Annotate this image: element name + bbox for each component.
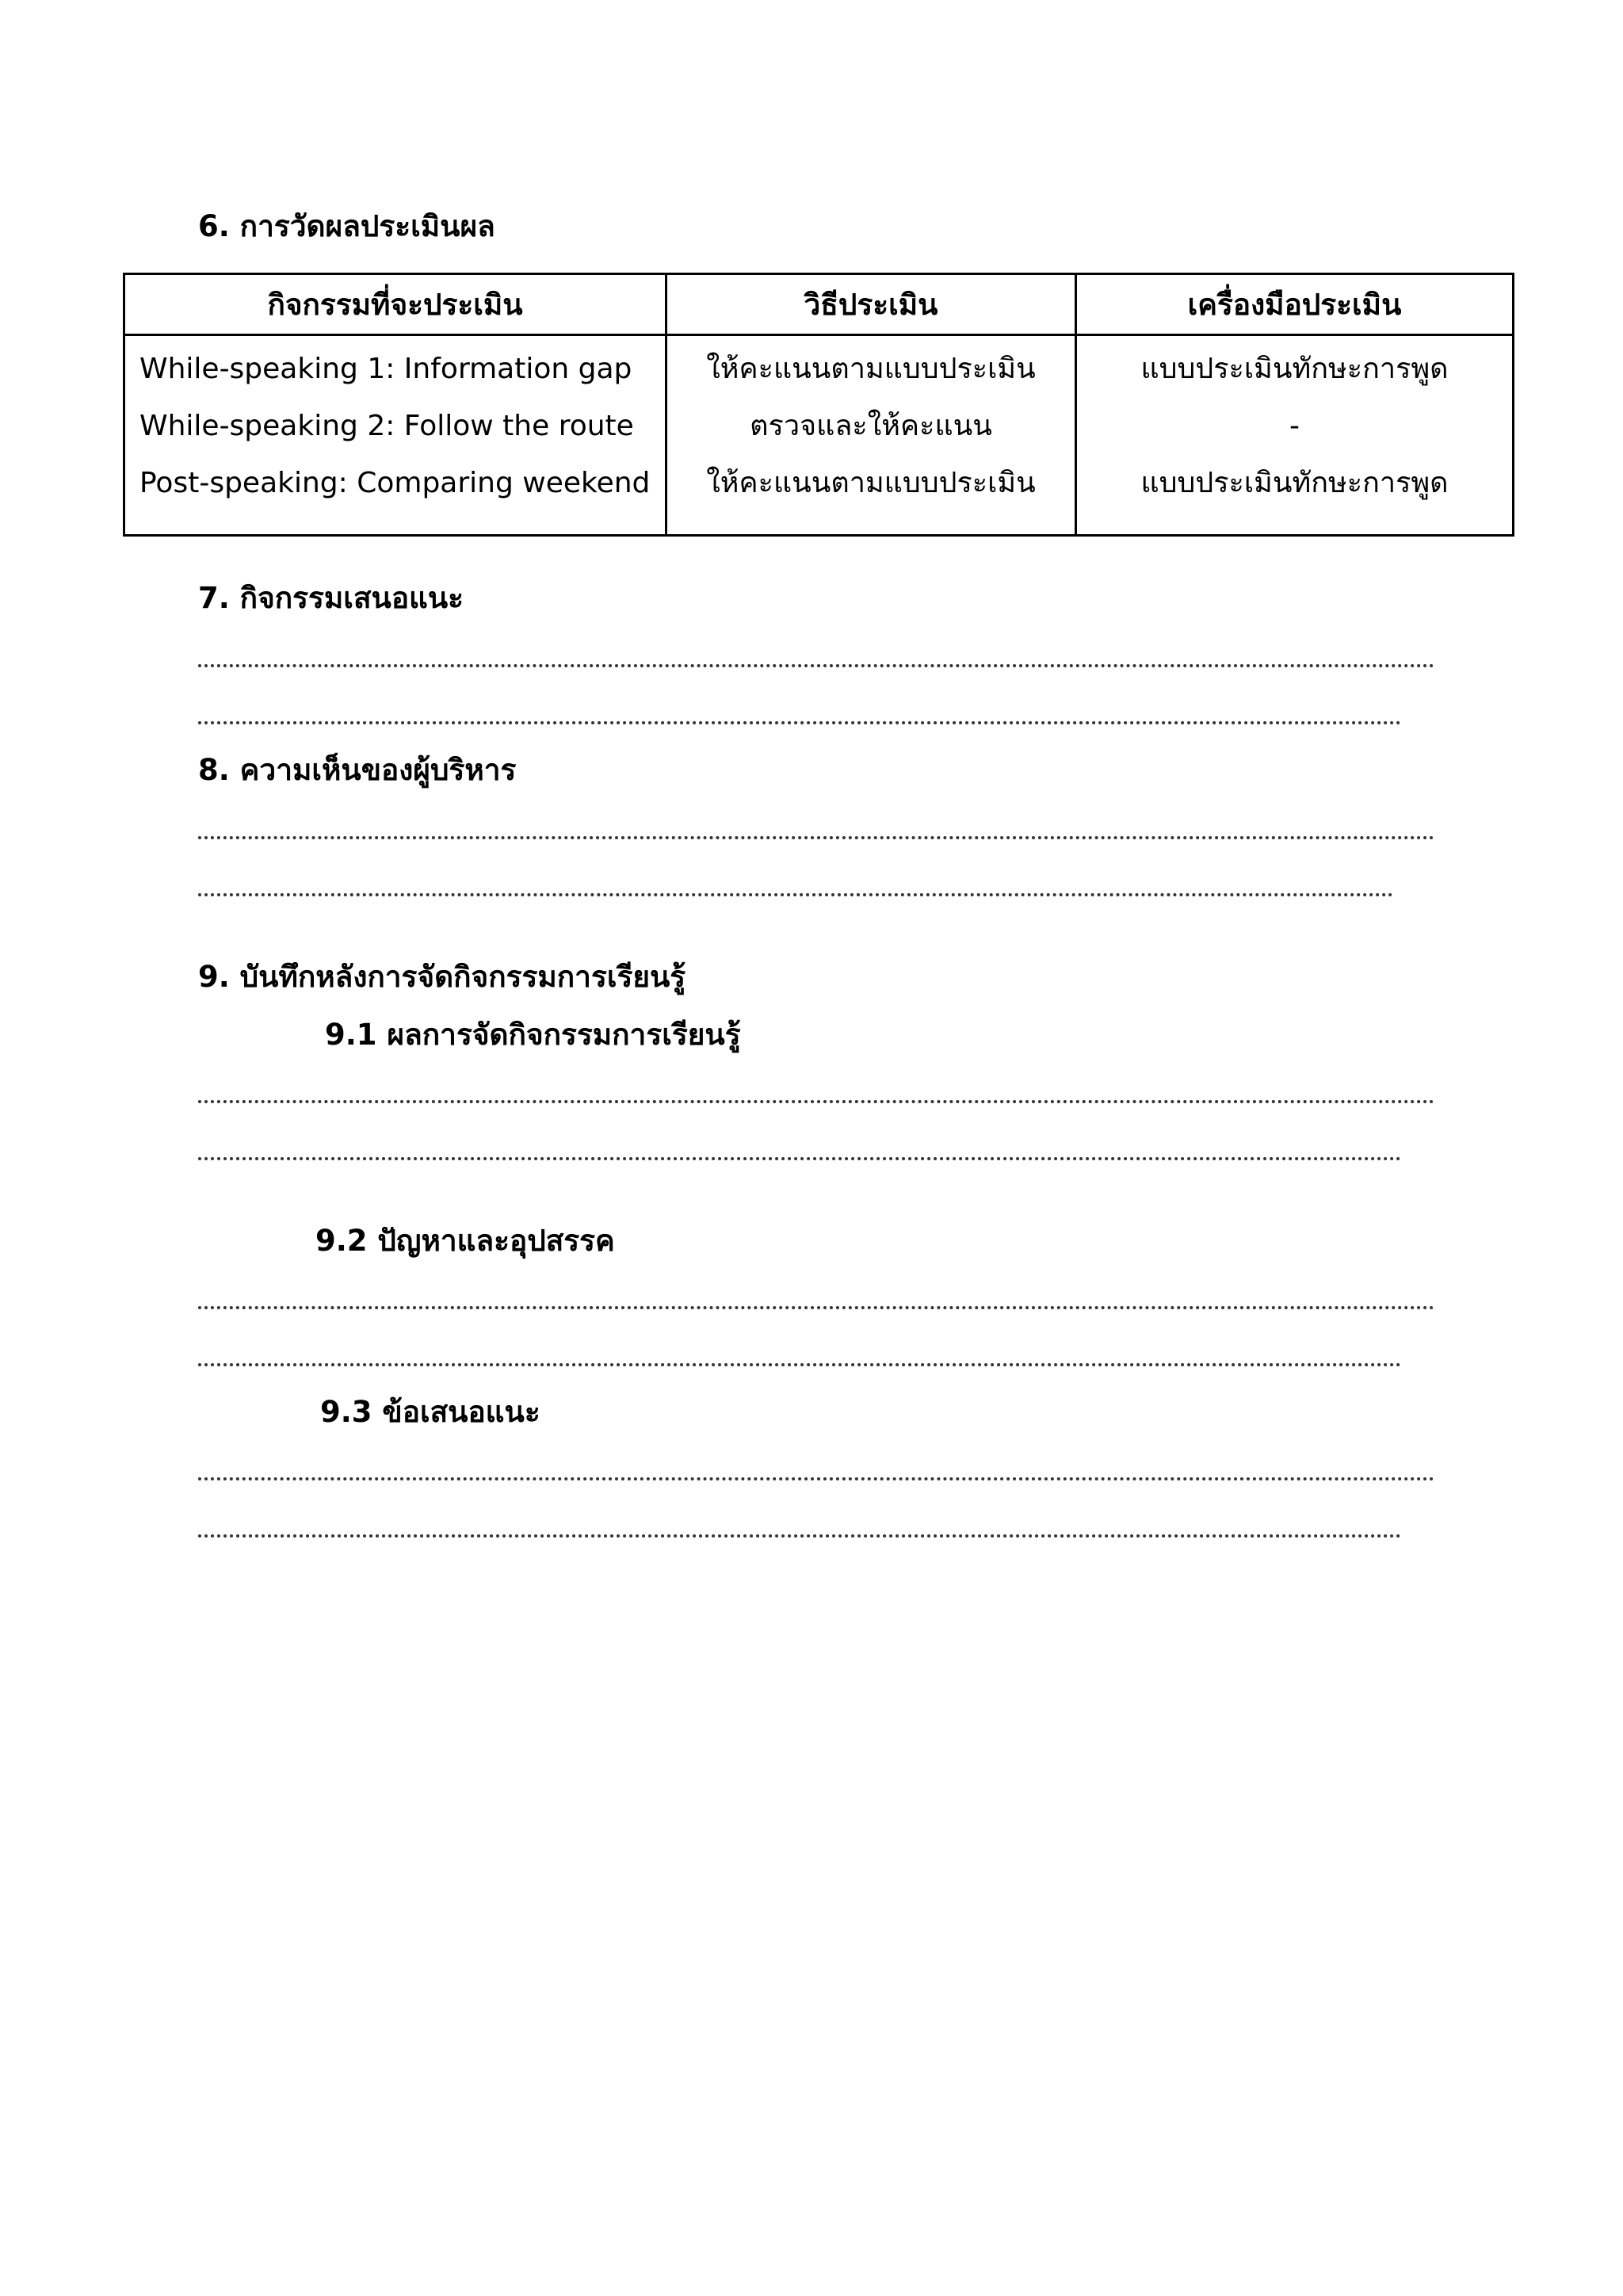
evaluation-table [123, 273, 1514, 537]
method-column [666, 335, 1076, 536]
dotted-line [198, 1157, 1401, 1160]
table-cell: - [1289, 410, 1300, 442]
dotted-line [198, 721, 1401, 724]
table-cell: ให้คะแนนตามแบบประเมิน [706, 467, 1036, 499]
dotted-line [198, 664, 1434, 667]
table-cell: แบบประเมินทักษะการพูด [1140, 467, 1449, 499]
table-cell: Post-speaking: Comparing weekend [139, 467, 651, 499]
table-body-row [124, 335, 1514, 536]
section-9-2-title: 9.2 ปัญหาและอุปสรรค [315, 1224, 615, 1258]
table-cell: แบบประเมินทักษะการพูด [1140, 353, 1449, 385]
table-cell: While-speaking 1: Information gap [139, 353, 632, 385]
section-7-title: 7. กิจกรรมเสนอแนะ [198, 581, 464, 615]
table-cell: While-speaking 2: Follow the route [139, 410, 634, 442]
table-header-row [124, 274, 1514, 335]
dotted-line [198, 1306, 1434, 1309]
activity-column [124, 335, 666, 536]
section-9-title: 9. บันทึกหลังการจัดกิจกรรมการเรียนรู้ [198, 960, 686, 994]
dotted-line [198, 836, 1434, 839]
section-6-title: 6. การวัดผลประเมินผล [198, 209, 495, 243]
dotted-line [198, 1363, 1401, 1366]
dotted-line [198, 1477, 1434, 1480]
table-cell: ตรวจและให้คะแนน [750, 410, 992, 442]
table-cell: ให้คะแนนตามแบบประเมิน [706, 353, 1036, 385]
header-activity: กิจกรรมที่จะประเมิน [124, 274, 666, 335]
section-9-1-title: 9.1 ผลการจัดกิจกรรมการเรียนรู้ [325, 1018, 741, 1052]
dotted-line [198, 1534, 1401, 1538]
dotted-line [198, 893, 1393, 896]
header-method: วิธีประเมิน [666, 274, 1076, 335]
tool-column [1076, 335, 1514, 536]
header-tool: เครื่องมือประเมิน [1076, 274, 1514, 335]
section-9-3-title: 9.3 ข้อเสนอแนะ [320, 1395, 540, 1429]
section-8-title: 8. ความเห็นของผู้บริหาร [198, 753, 517, 787]
dotted-line [198, 1100, 1434, 1103]
